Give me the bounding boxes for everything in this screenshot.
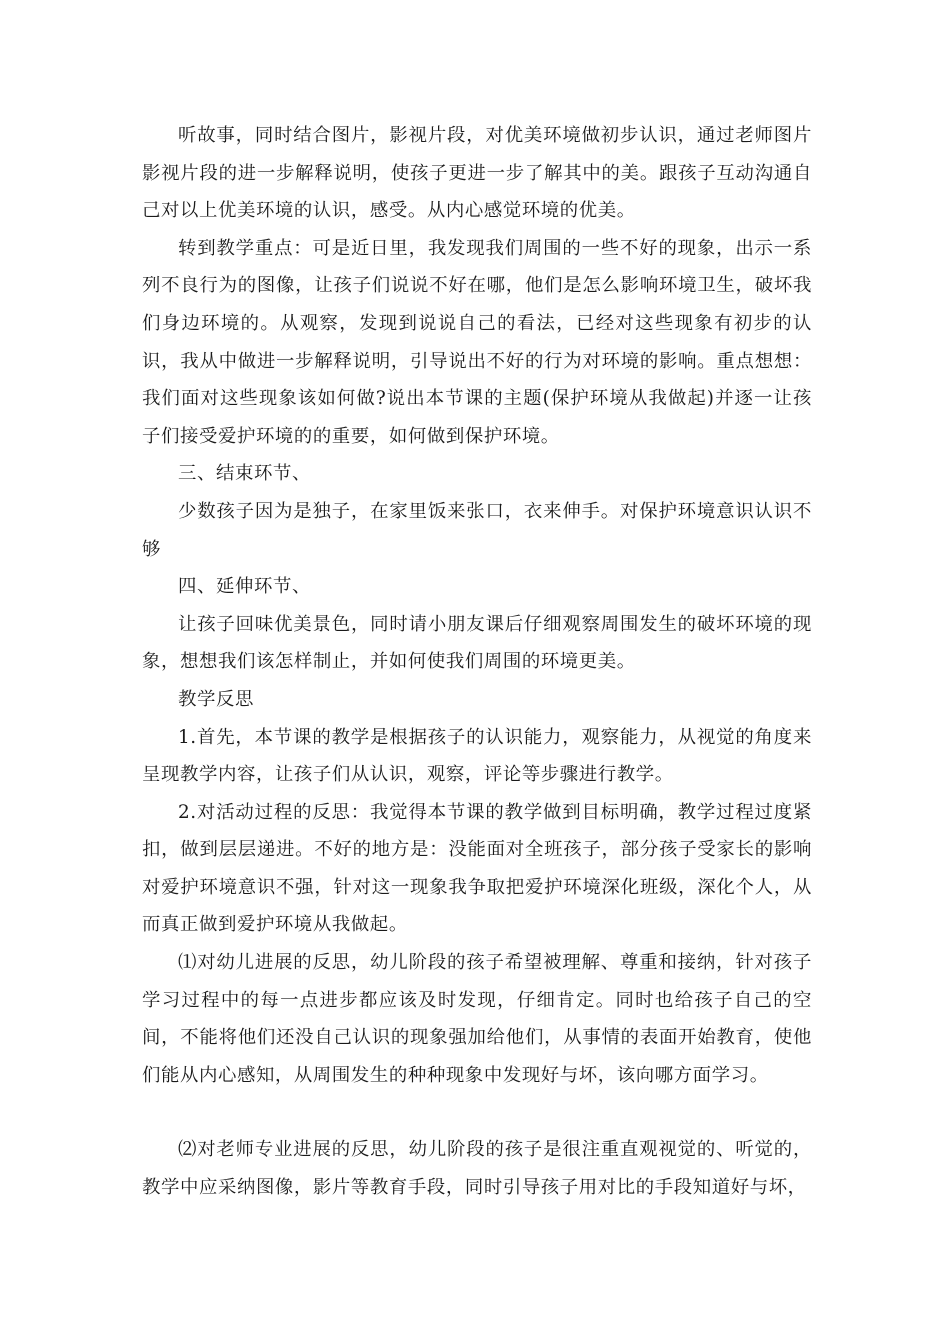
paragraph-reflection-1: 1.首先，本节课的教学是根据孩子的认识能力，观察能力，从视觉的角度来呈现教学内容，让孩子们从认识，观察，评论等步骤进行教学。: [142, 726, 812, 786]
section-heading-extension: 四、延伸环节、: [178, 576, 311, 598]
section-heading-reflection: 教学反思: [178, 688, 254, 710]
paragraph-reflection-2: 2.对活动过程的反思：我觉得本节课的教学做到目标明确，教学过程过度紧扣，做到层层递进。不好的地方是：没能面对全班孩子，部分孩子受家长的影响对爱护环境意识不强，针对这一现象我争取把爱护环境深化班级，深化个人，从而真正做到爱护环境从我做起。: [142, 801, 812, 936]
paragraph-teaching-focus: 转到教学重点：可是近日里，我发现我们周围的一些不好的现象，出示一系列不良行为的图像，让孩子们说说不好在哪，他们是怎么影响环境卫生，破坏我们身边环境的。从观察，发现到说说自己的看法，已经对这些现象有初步的认识，我从中做进一步解释说明，引导说出不好的行为对环境的影响。重点想想：我们面对这些现象该如何做?说出本节课的主题(保护环境从我做起)并逐一让孩子们接受爱护环境的的重要，如何做到保护环境。: [142, 237, 812, 447]
section-heading-closing: 三、结束环节、: [178, 463, 311, 485]
paragraph-story-intro: 听故事，同时结合图片，影视片段，对优美环境做初步认识，通过老师图片影视片段的进一步解释说明，使孩子更进一步了解其中的美。跟孩子互动沟通自己对以上优美环境的认识，感受。从内心感觉环境的优美。: [142, 125, 812, 222]
paragraph-reflection-teacher: ⑵对老师专业进展的反思，幼儿阶段的孩子是很注重直观视觉的、听觉的，教学中应采纳图像，影片等教育手段，同时引导孩子用对比的手段知道好与坏，: [142, 1139, 812, 1199]
document-body: [142, 117, 812, 1207]
paragraph-extension: 让孩子回味优美景色，同时请小朋友课后仔细观察周围发生的破坏环境的现象，想想我们该怎样制止，并如何使我们周围的环境更美。: [142, 613, 812, 673]
paragraph-reflection-child: ⑴对幼儿进展的反思，幼儿阶段的孩子希望被理解、尊重和接纳，针对孩子学习过程中的每一点进步都应该及时发现，仔细肯定。同时也给孩子自己的空间，不能将他们还没自己认识的现象强加给他们，从事情的表面开始教育，使他们能从内心感知，从周围发生的种种现象中发现好与坏，该向哪方面学习。: [142, 952, 812, 1086]
paragraph-closing: 少数孩子因为是独子，在家里饭来张口，衣来伸手。对保护环境意识认识不够: [142, 500, 812, 560]
